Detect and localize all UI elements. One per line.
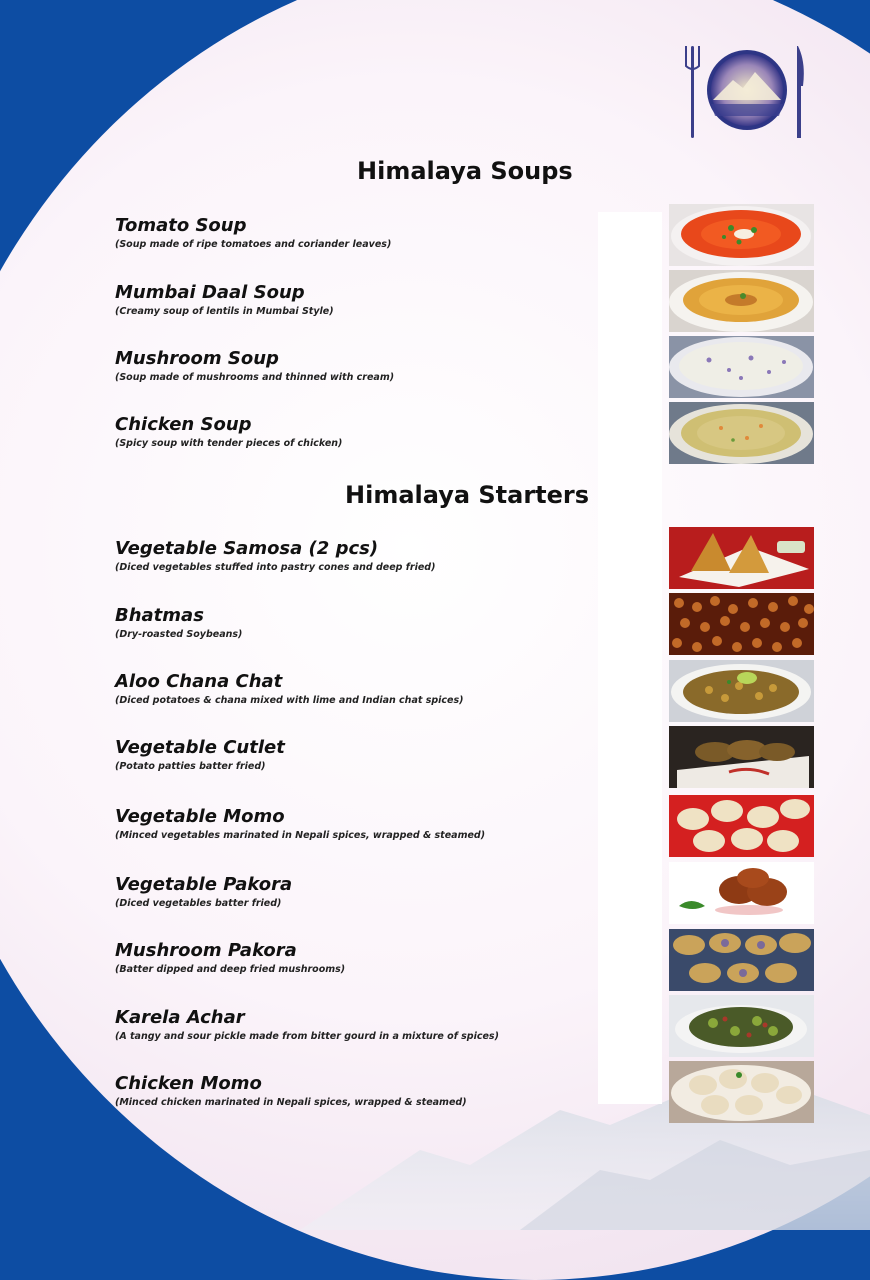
section-title-starters: Himalaya Starters xyxy=(345,481,590,509)
mushroom-pakora-photo-icon xyxy=(669,929,814,991)
menu-item-chicken-soup xyxy=(115,414,635,451)
item-description: (Diced vegetables batter fried) xyxy=(115,898,282,909)
menu-item-tomato-soup xyxy=(115,215,635,252)
item-description: (Minced chicken marinated in Nepali spices, wrapped & steamed) xyxy=(115,1097,467,1108)
item-description: (Potato patties batter fried) xyxy=(115,761,266,772)
chicken-soup-photo-icon xyxy=(669,402,814,464)
veg-momo-photo-icon xyxy=(669,795,814,857)
menu-item-vegetable-momo xyxy=(115,806,635,843)
item-name: Vegetable Momo xyxy=(115,806,285,827)
item-description: (Dry-roasted Soybeans) xyxy=(115,629,243,640)
menu-item-vegetable-pakora xyxy=(115,874,635,911)
item-description: (Minced vegetables marinated in Nepali spices, wrapped & steamed) xyxy=(115,830,486,841)
menu-item-chicken-momo xyxy=(115,1073,635,1110)
mushroom-soup-photo-icon xyxy=(669,336,814,398)
item-name: Mushroom Pakora xyxy=(115,940,297,961)
item-description: (Spicy soup with tender pieces of chicken) xyxy=(115,438,343,449)
item-description: (Soup made of mushrooms and thinned with cream) xyxy=(115,372,395,383)
menu-item-mushroom-soup xyxy=(115,348,635,385)
chicken-momo-photo-icon xyxy=(669,1061,814,1123)
item-name: Vegetable Cutlet xyxy=(115,737,285,758)
item-name: Bhatmas xyxy=(115,605,204,626)
item-description: (Batter dipped and deep fried mushrooms) xyxy=(115,964,346,975)
fork-knife-mountain-logo-icon xyxy=(683,42,811,142)
item-name: Aloo Chana Chat xyxy=(115,671,283,692)
item-name: Chicken Soup xyxy=(115,414,252,435)
menu-item-vegetable-cutlet xyxy=(115,737,635,774)
item-name: Mushroom Soup xyxy=(115,348,279,369)
cutlet-photo-icon xyxy=(669,726,814,788)
karela-achar-photo-icon xyxy=(669,995,814,1057)
samosa-photo-icon xyxy=(669,527,814,589)
item-name: Karela Achar xyxy=(115,1007,245,1028)
menu-item-aloo-chana-chat xyxy=(115,671,635,708)
item-name: Chicken Momo xyxy=(115,1073,262,1094)
item-description: (Diced potatoes & chana mixed with lime and Indian chat spices) xyxy=(115,695,464,706)
bhatmas-photo-icon xyxy=(669,593,814,655)
menu-item-mushroom-pakora xyxy=(115,940,635,977)
daal-soup-photo-icon xyxy=(669,270,814,332)
veg-pakora-photo-icon xyxy=(669,862,814,924)
aloo-chana-chat-photo-icon xyxy=(669,660,814,722)
item-description: (Diced vegetables stuffed into pastry cones and deep fried) xyxy=(115,562,436,573)
item-description: (Creamy soup of lentils in Mumbai Style) xyxy=(115,306,334,317)
menu-item-vegetable-samosa xyxy=(115,538,635,575)
menu-item-mumbai-daal-soup xyxy=(115,282,635,319)
menu-item-bhatmas xyxy=(115,605,635,642)
tomato-soup-photo-icon xyxy=(669,204,814,266)
item-name: Tomato Soup xyxy=(115,215,247,236)
item-description: (A tangy and sour pickle made from bitter gourd in a mixture of spices) xyxy=(115,1031,499,1042)
item-name: Vegetable Pakora xyxy=(115,874,293,895)
menu-item-karela-achar xyxy=(115,1007,635,1044)
item-description: (Soup made of ripe tomatoes and coriander leaves) xyxy=(115,239,392,250)
item-name: Vegetable Samosa (2 pcs) xyxy=(115,538,379,559)
item-name: Mumbai Daal Soup xyxy=(115,282,305,303)
section-title-soups: Himalaya Soups xyxy=(357,157,573,185)
